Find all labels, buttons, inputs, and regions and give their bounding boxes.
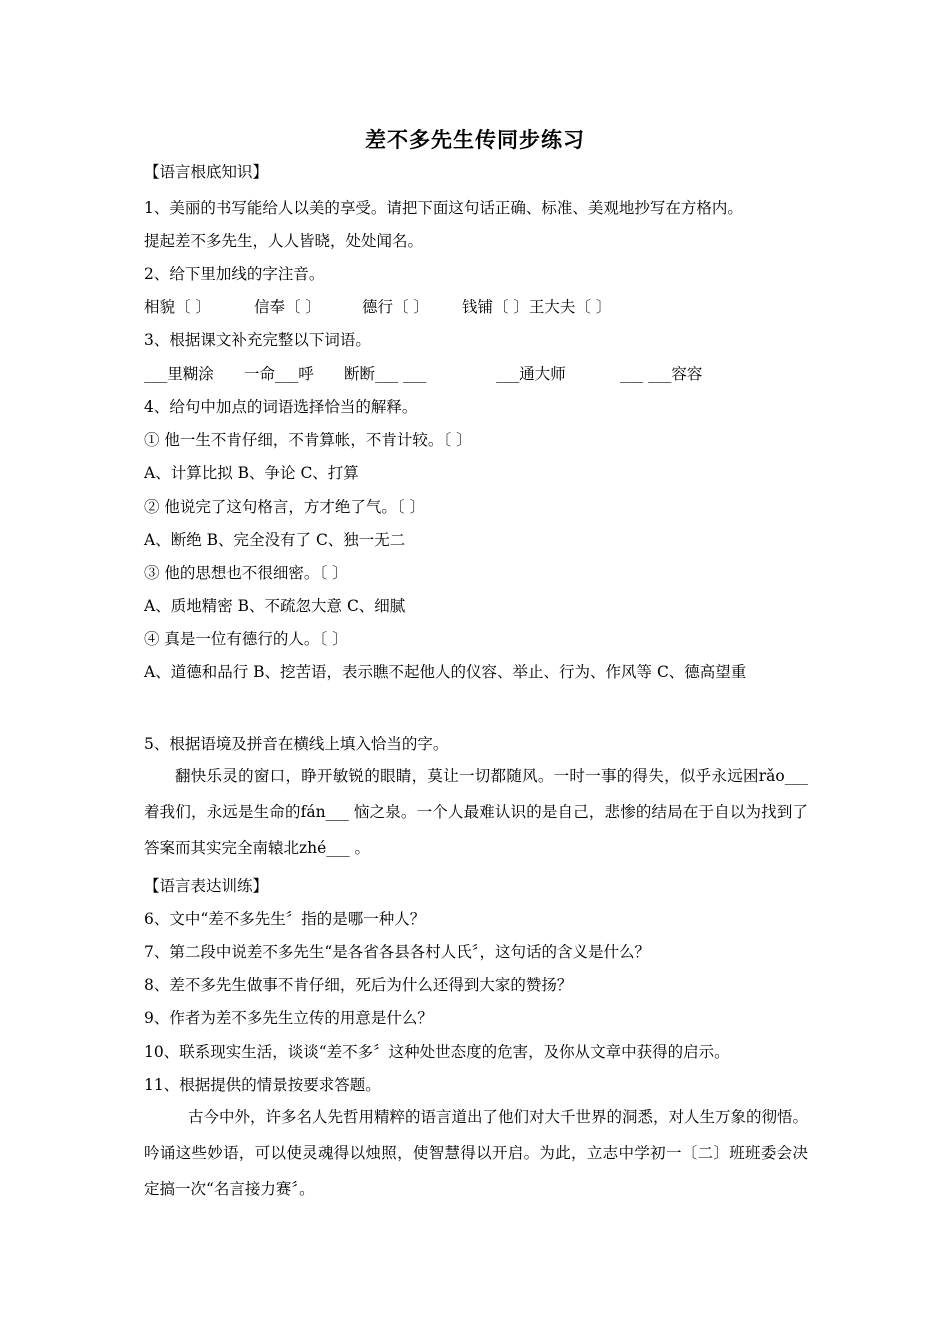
page-title: 差不多先生传同步练习: [365, 128, 585, 152]
question-4-2-options: A、断绝 B、完全没有了 C、独一无二: [144, 531, 406, 549]
question-5-passage: 翻快乐灵的窗口，睁开敏锐的眼睛，莫让一切都随风。一时一事的得失，似乎永远困rǎo___ 着我们，永远是生命的fán___ 恼之泉。一个人最难认识的是自己，悲惨的结局在于自以为找到了答案而其实完全南辕北zhé___ 。: [144, 767, 808, 857]
q3-item: 一命___呼: [244, 365, 314, 383]
question-11: 11、根据提供的情景按要求答题。: [144, 1076, 381, 1094]
q2-item: 相貌〔 〕: [144, 298, 211, 316]
section-heading-basic: 【语言根底知识】: [144, 163, 269, 181]
question-6: 6、文中“差不多先生〞指的是哪一种人？: [144, 910, 426, 928]
question-4-1: ① 他一生不肯仔细，不肯算帐，不肯计较。〔 〕: [144, 431, 472, 449]
q2-item: 钱铺〔 〕王大夫〔 〕: [462, 298, 612, 316]
question-4-1-options: A、计算比拟 B、争论 C、打算: [144, 464, 359, 482]
question-4-2: ② 他说完了这句格言，方才绝了气。〔 〕: [144, 498, 426, 516]
question-1-sentence: 提起差不多先生，人人皆晓，处处闻名。: [144, 232, 424, 250]
q3-item: ___里糊涂: [144, 365, 214, 383]
question-4: 4、给句中加点的词语选择恰当的解释。: [144, 398, 418, 416]
q3-item: ___ ___容容: [620, 365, 703, 383]
question-5: 5、根据语境及拼音在横线上填入恰当的字。: [144, 735, 449, 753]
section-heading-expression: 【语言表达训练】: [144, 877, 269, 895]
question-9: 9、作者为差不多先生立传的用意是什么？: [144, 1009, 433, 1027]
q2-item: 信奉〔 〕: [254, 298, 321, 316]
question-2: 2、给下里加线的字注音。: [144, 265, 325, 283]
question-7: 7、第二段中说差不多先生“是各省各县各村人氏〞，这句话的含义是什么？: [144, 943, 651, 961]
question-4-4: ④ 真是一位有德行的人。〔 〕: [144, 630, 348, 648]
question-4-3-options: A、质地精密 B、不疏忽大意 C、细腻: [144, 597, 406, 615]
question-4-3: ③ 他的思想也不很细密。〔 〕: [144, 564, 348, 582]
question-11-passage: 古今中外，许多名人先哲用精粹的语言道出了他们对大千世界的洞悉，对人生万象的彻悟。吟诵这些妙语，可以使灵魂得以烛照，使智慧得以开启。为此，立志中学初一〔二〕班班委会决定搞一次“名言接力赛〞。: [144, 1108, 809, 1198]
q3-item: ___通大师: [496, 365, 566, 383]
question-10: 10、联系现实生活，谈谈“差不多〞这种处世态度的危害，及你从文章中获得的启示。: [144, 1043, 730, 1061]
question-1: 1、美丽的书写能给人以美的享受。请把下面这句话正确、标准、美观地抄写在方格内。: [144, 199, 743, 217]
q3-item: 断断___ ___: [344, 365, 427, 383]
question-8: 8、差不多先生做事不肯仔细，死后为什么还得到大家的赞扬？: [144, 976, 573, 994]
question-3: 3、根据课文补充完整以下词语。: [144, 331, 371, 349]
q2-item: 德行〔 〕: [362, 298, 429, 316]
question-4-4-options: A、道德和品行 B、挖苦语，表示瞧不起他人的仪容、举止、行为、作风等 C、德高望重: [144, 663, 747, 681]
